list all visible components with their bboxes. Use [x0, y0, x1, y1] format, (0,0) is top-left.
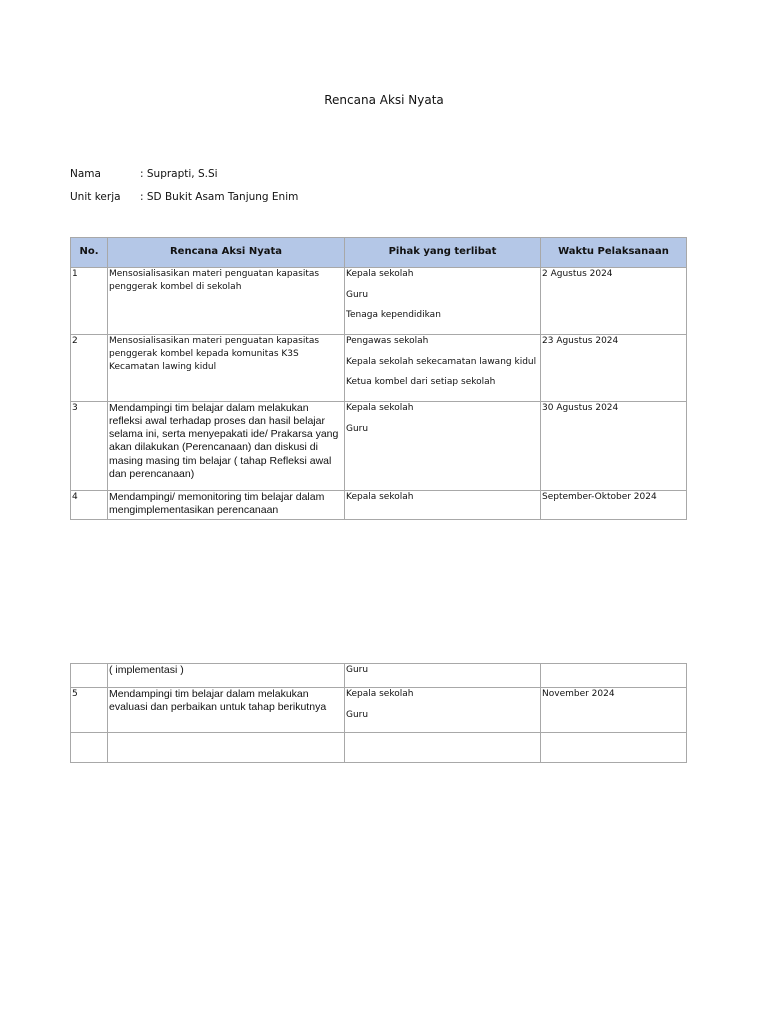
row-number: 5 [71, 688, 108, 733]
row-plan: Mendampingi tim belajar dalam melakukan evaluasi dan perbaikan untuk tahap berikutnya [108, 688, 345, 733]
name-row [70, 168, 218, 180]
row-time: 23 Agustus 2024 [541, 335, 687, 402]
row-plan: Mensosialisasikan materi penguatan kapasitas penggerak kombel di sekolah [108, 268, 345, 335]
row-number [71, 664, 108, 688]
unit-row [70, 191, 298, 203]
unit-value: : SD Bukit Asam Tanjung Enim [140, 191, 299, 203]
unit-label: Unit kerja [70, 191, 121, 203]
party-item: Guru [346, 709, 369, 720]
row-parties [345, 688, 541, 733]
row-time [541, 733, 687, 763]
table-row [71, 402, 687, 491]
action-plan-table [70, 237, 687, 520]
name-value: : Suprapti, S.Si [140, 168, 218, 180]
table-row [71, 335, 687, 402]
row-time: November 2024 [541, 688, 687, 733]
row-number [71, 733, 108, 763]
action-plan-table-continued [70, 663, 687, 763]
row-plan: ( implementasi ) [108, 664, 345, 688]
row-number: 2 [71, 335, 108, 402]
table-header-row [71, 238, 687, 268]
table-row [71, 268, 687, 335]
party-item: Ketua kombel dari setiap sekolah [346, 377, 496, 388]
party-item: Kepala sekolah [346, 269, 414, 279]
party-item: Guru [346, 423, 369, 434]
table-row [71, 688, 687, 733]
row-parties [345, 268, 541, 335]
document-title: Rencana Aksi Nyata [324, 93, 444, 107]
party-item: Pengawas sekolah [346, 336, 429, 346]
row-plan: Mendampingi tim belajar dalam melakukan refleksi awal terhadap proses dan hasil belajar selama ini, serta menyepakati ide/ Prakarsa yang akan dilakukan (Perencanaan) dan diskusi di masing masing tim belajar ( tahap Refleksi awal dan perencanaan) [108, 402, 345, 491]
table-row [71, 733, 687, 763]
row-parties [345, 733, 541, 763]
row-parties [345, 402, 541, 491]
row-time: 2 Agustus 2024 [541, 268, 687, 335]
header-no: No. [71, 238, 108, 268]
row-time [541, 664, 687, 688]
party-item: Kepala sekolah [346, 689, 414, 699]
party-item: Tenaga kependidikan [346, 310, 441, 321]
table-row [71, 664, 687, 688]
header-parties: Pihak yang terlibat [345, 238, 541, 268]
row-parties [345, 664, 541, 688]
header-plan: Rencana Aksi Nyata [108, 238, 345, 268]
row-number: 3 [71, 402, 108, 491]
row-parties [345, 491, 541, 520]
party-item: Kepala sekolah [346, 492, 414, 502]
row-time: 30 Agustus 2024 [541, 402, 687, 491]
party-item: Guru [346, 289, 369, 300]
party-item: Kepala sekolah sekecamatan lawang kidul [346, 356, 537, 367]
row-number: 1 [71, 268, 108, 335]
name-label: Nama [70, 168, 101, 180]
row-parties [345, 335, 541, 402]
row-time: September-Oktober 2024 [541, 491, 687, 520]
row-plan: Mensosialisasikan materi penguatan kapasitas penggerak kombel kepada komunitas K3S Kecamatan lawing kidul [108, 335, 345, 402]
row-number: 4 [71, 491, 108, 520]
party-item: Kepala sekolah [346, 403, 414, 413]
party-item: Guru [346, 665, 369, 675]
header-time: Waktu Pelaksanaan [541, 238, 687, 268]
row-plan [108, 733, 345, 763]
row-plan: Mendampingi/ memonitoring tim belajar dalam mengimplementasikan perencanaan [108, 491, 345, 520]
table-row [71, 491, 687, 520]
